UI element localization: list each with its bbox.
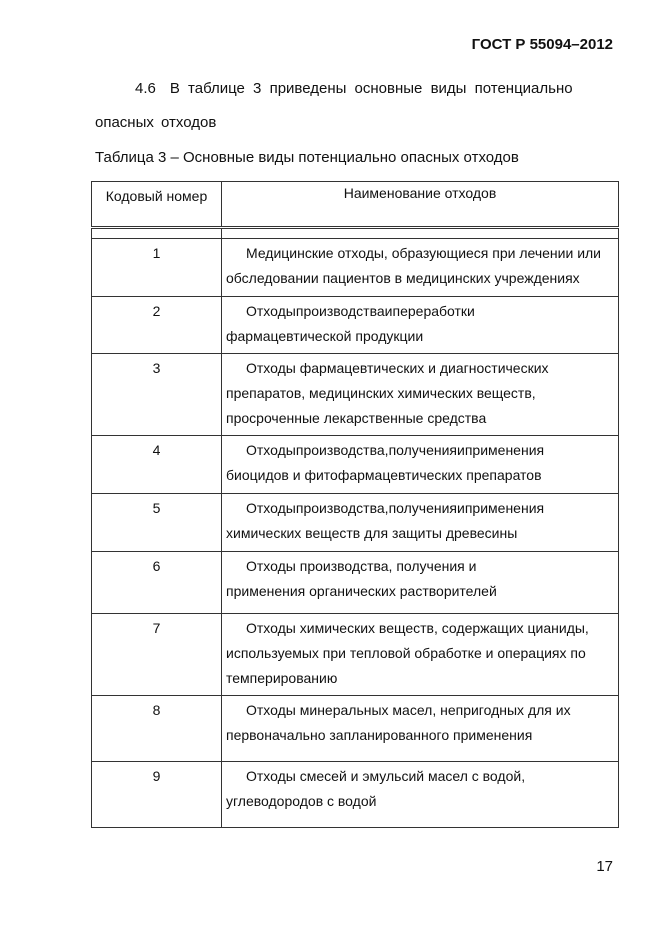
row-text-line: первоначально запланированного применения bbox=[226, 727, 533, 743]
table-row bbox=[92, 354, 619, 436]
row-text-line: обследовании пациентов в медицинских учреждениях bbox=[226, 270, 580, 286]
row-waste-name bbox=[222, 696, 619, 762]
row-code: 7 bbox=[92, 614, 222, 696]
table-body bbox=[92, 239, 619, 828]
paragraph-text-line1: В таблице 3 приведены основные виды потенциально bbox=[169, 80, 573, 97]
row-waste-name bbox=[222, 614, 619, 696]
row-waste-name bbox=[222, 239, 619, 297]
column-header-code: Кодовый номер bbox=[92, 182, 222, 228]
row-text-line: Отходы смесей и эмульсий масел с водой, bbox=[246, 768, 526, 784]
row-code: 9 bbox=[92, 762, 222, 828]
paragraph-text-line2: опасных отходов bbox=[95, 114, 217, 131]
row-word: производства bbox=[295, 303, 385, 319]
row-code: 3 bbox=[92, 354, 222, 436]
table-row bbox=[92, 762, 619, 828]
table-row bbox=[92, 297, 619, 354]
row-text-line: Отходы производства, получения и bbox=[246, 558, 477, 574]
row-waste-name bbox=[222, 297, 619, 354]
row-code: 5 bbox=[92, 494, 222, 552]
page-number: 17 bbox=[596, 858, 613, 875]
row-word: применения bbox=[464, 442, 545, 458]
row-text-line: применения органических растворителей bbox=[226, 583, 497, 599]
paragraph-number: 4.6 bbox=[135, 80, 156, 97]
row-code: 8 bbox=[92, 696, 222, 762]
table-row bbox=[92, 436, 619, 494]
table-header-row bbox=[92, 182, 619, 228]
row-word: получения bbox=[388, 500, 458, 516]
table-row bbox=[92, 696, 619, 762]
row-word: переработки bbox=[392, 303, 475, 319]
row-text-line: фармацевтической продукции bbox=[226, 328, 424, 344]
paragraph-4-6 bbox=[95, 80, 615, 97]
row-word: и bbox=[384, 303, 393, 319]
row-word: Отходы bbox=[246, 500, 296, 516]
row-waste-name bbox=[222, 552, 619, 614]
row-word: производства, bbox=[295, 500, 389, 516]
row-text-line: темперированию bbox=[226, 670, 338, 686]
row-code: 4 bbox=[92, 436, 222, 494]
row-text-line: биоцидов и фитофармацевтических препаратов bbox=[226, 467, 542, 483]
waste-table bbox=[91, 181, 619, 828]
row-text-line: углеводородов с водой bbox=[226, 793, 377, 809]
row-text-line: используемых при тепловой обработке и операциях по bbox=[226, 645, 586, 661]
row-word: получения bbox=[388, 442, 458, 458]
table-spacer-row bbox=[92, 228, 619, 239]
row-word: Отходы bbox=[246, 442, 296, 458]
row-code: 6 bbox=[92, 552, 222, 614]
row-word: применения bbox=[464, 500, 545, 516]
row-justified-line bbox=[226, 438, 614, 463]
row-justified-line bbox=[226, 496, 614, 521]
row-text-line: Отходы минеральных масел, непригодных для их bbox=[246, 702, 571, 718]
table-row bbox=[92, 614, 619, 696]
row-justified-line bbox=[226, 299, 614, 324]
row-text-line: Отходы фармацевтических и диагностических bbox=[246, 360, 549, 376]
row-code: 2 bbox=[92, 297, 222, 354]
column-header-name: Наименование отходов bbox=[222, 182, 619, 228]
row-word: производства, bbox=[295, 442, 389, 458]
table-row bbox=[92, 494, 619, 552]
table-row bbox=[92, 239, 619, 297]
row-text-line: химических веществ для защиты древесины bbox=[226, 525, 518, 541]
row-waste-name bbox=[222, 354, 619, 436]
row-text-line: Отходы химических веществ, содержащих цианиды, bbox=[246, 620, 589, 636]
row-word: и bbox=[457, 442, 465, 458]
row-code: 1 bbox=[92, 239, 222, 297]
row-text-line: просроченные лекарственные средства bbox=[226, 410, 487, 426]
table-row bbox=[92, 552, 619, 614]
row-text-line: Медицинские отходы, образующиеся при лечении или bbox=[246, 245, 601, 261]
table-caption: Таблица 3 – Основные виды потенциально опасных отходов bbox=[95, 149, 519, 166]
row-waste-name bbox=[222, 436, 619, 494]
row-word: и bbox=[457, 500, 465, 516]
row-word: Отходы bbox=[246, 303, 296, 319]
row-text-line: препаратов, медицинских химических веществ, bbox=[226, 385, 536, 401]
row-waste-name bbox=[222, 494, 619, 552]
row-waste-name bbox=[222, 762, 619, 828]
document-id: ГОСТ Р 55094–2012 bbox=[471, 36, 613, 53]
